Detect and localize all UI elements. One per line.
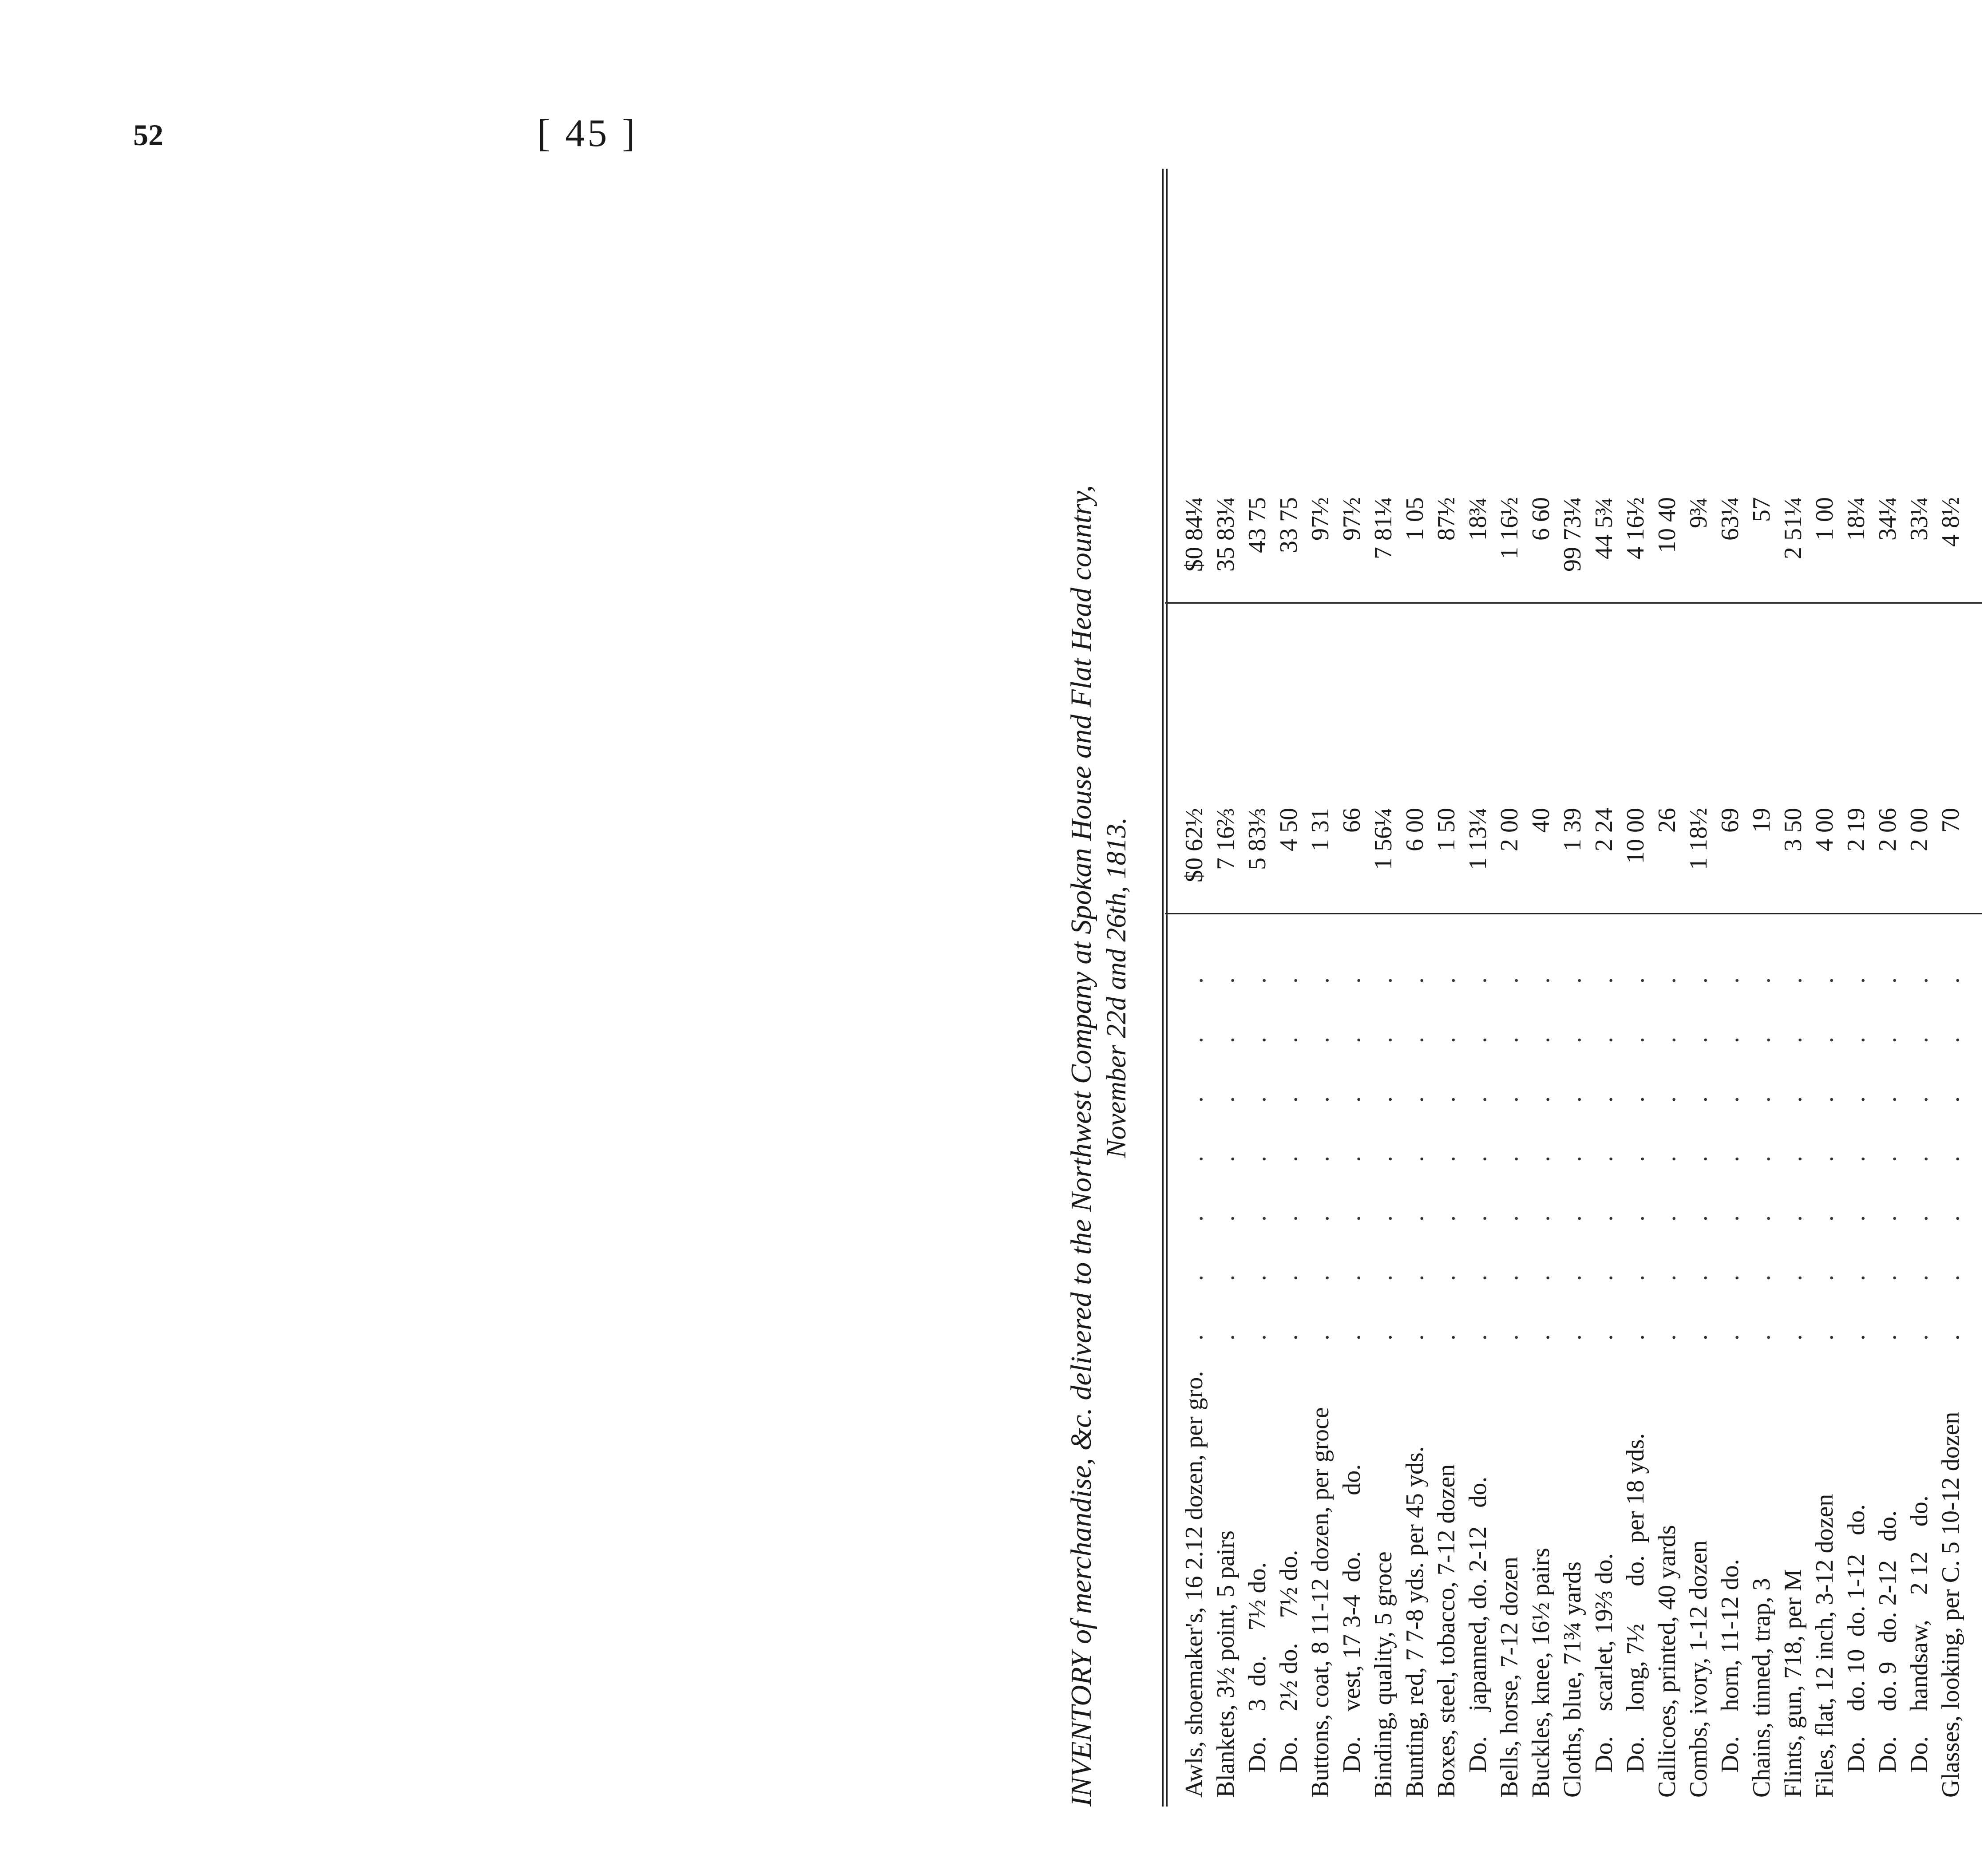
total-value: 4 16½ <box>1622 497 1649 559</box>
table-row <box>1495 169 1526 1807</box>
leader-dots: ....... <box>1905 924 1933 1340</box>
table-row <box>1401 169 1432 1807</box>
unit-price: 66 <box>1338 808 1366 833</box>
inventory-date: November 22d and 26th, 1813. <box>1101 817 1132 1158</box>
item-description: Do. handsaw, 2 12 do. <box>1905 1495 1933 1798</box>
table-row <box>1810 169 1841 1807</box>
unit-price: 1 50 <box>1433 808 1460 851</box>
total-value: $0 84¼ <box>1180 497 1208 572</box>
total-value: 97½ <box>1338 497 1366 541</box>
table-row <box>1747 169 1778 1807</box>
leader-dots: ....... <box>1653 924 1681 1340</box>
leader-dots: ....... <box>1275 924 1303 1340</box>
table-row <box>1180 169 1211 1807</box>
unit-price: 1 56¼ <box>1370 808 1397 870</box>
total-value: 18¾ <box>1464 497 1492 541</box>
leader-dots: ....... <box>1212 924 1240 1340</box>
total-value: 4 8½ <box>1937 497 1964 547</box>
table-row <box>1779 169 1810 1807</box>
total-value: 18¼ <box>1842 497 1870 541</box>
total-value: 35 83¼ <box>1212 497 1240 572</box>
leader-dots: ....... <box>1180 924 1208 1340</box>
table-row <box>1716 169 1747 1807</box>
leader-dots: ....... <box>1559 924 1586 1340</box>
table-row <box>1212 169 1243 1807</box>
total-value: 9¾ <box>1685 497 1712 528</box>
table-row <box>1937 169 1968 1807</box>
leader-dots: ....... <box>1622 924 1649 1340</box>
item-description: Flints, gun, 718, per M <box>1779 1569 1807 1798</box>
leader-dots: ....... <box>1779 924 1807 1340</box>
item-description: Callicoes, printed, 40 yards <box>1653 1525 1681 1798</box>
unit-price: 4 50 <box>1275 808 1303 851</box>
total-value: 7 81¼ <box>1370 497 1397 559</box>
table-row <box>1684 169 1715 1807</box>
item-description: Combs, ivory, 1-12 dozen <box>1685 1540 1712 1798</box>
item-description: Boxes, steel, tobacco, 7-12 dozen <box>1433 1464 1460 1798</box>
leader-dots: ....... <box>1464 924 1492 1340</box>
total-value: 10 40 <box>1653 497 1681 553</box>
leader-dots: ....... <box>1527 924 1555 1340</box>
bracketed-page-number: [ 45 ] <box>537 112 638 155</box>
total-value: 6 60 <box>1527 497 1555 541</box>
table-row <box>1558 169 1589 1807</box>
unit-price: 2 00 <box>1905 808 1933 851</box>
unit-price: 70 <box>1937 808 1964 833</box>
unit-price: 69 <box>1716 808 1744 833</box>
item-description: Bunting, red, 7 7-8 yds. per 45 yds. <box>1401 1446 1429 1798</box>
total-value: 33¼ <box>1905 497 1933 541</box>
table-row <box>1653 169 1684 1807</box>
unit-price: 40 <box>1527 808 1555 833</box>
item-description: Do. japanned, do. 2-12 do. <box>1464 1476 1492 1798</box>
unit-price: 1 13¼ <box>1464 808 1492 870</box>
leader-dots: ....... <box>1874 924 1901 1340</box>
leader-dots: ....... <box>1937 924 1964 1340</box>
table-row <box>1338 169 1369 1807</box>
rotated-inventory-block <box>1065 169 1988 1807</box>
unit-price: 3 50 <box>1779 808 1807 851</box>
unit-price: 19 <box>1748 808 1775 833</box>
total-value: 1 00 <box>1811 497 1838 541</box>
unit-price: $0 62½ <box>1180 808 1208 882</box>
inventory-table <box>1162 169 1979 1807</box>
total-value: 97½ <box>1307 497 1334 541</box>
leader-dots: ....... <box>1842 924 1870 1340</box>
table-row <box>1306 169 1337 1807</box>
unit-price: 1 18½ <box>1685 808 1712 870</box>
leader-dots: ....... <box>1496 924 1523 1340</box>
leader-dots: ....... <box>1401 924 1429 1340</box>
item-description: Buttons, coat, 8 11-12 dozen, per groce <box>1307 1407 1334 1798</box>
total-value: 1 16½ <box>1496 497 1523 559</box>
unit-price: 5 83⅓ <box>1243 808 1271 870</box>
leader-dots: ....... <box>1716 924 1744 1340</box>
item-description: Do. 2½ do. 7½ do. <box>1275 1550 1303 1798</box>
table-row <box>1527 169 1558 1807</box>
table-row <box>1432 169 1463 1807</box>
item-description: Do. scarlet, 19⅔ do. <box>1590 1553 1618 1798</box>
unit-price: 10 00 <box>1622 808 1649 864</box>
total-value: 87½ <box>1433 497 1460 541</box>
leader-dots: ....... <box>1811 924 1838 1340</box>
item-description: Do. vest, 17 3-4 do. do. <box>1338 1464 1366 1798</box>
inventory-title: INVENTORY of merchandise, &c. delivered to the Northwest Company at Spokan House and Flat Head country, <box>1065 485 1097 1807</box>
item-description: Bells, horse, 7-12 dozen <box>1496 1557 1523 1798</box>
unit-price: 7 16⅔ <box>1212 808 1240 870</box>
item-description: Binding, quality, 5 groce <box>1370 1551 1397 1798</box>
leader-dots: ....... <box>1748 924 1775 1340</box>
total-value: 34¼ <box>1874 497 1901 541</box>
table-row <box>1275 169 1306 1807</box>
leader-dots: ....... <box>1243 924 1271 1340</box>
table-row <box>1873 169 1905 1807</box>
table-row <box>1842 169 1873 1807</box>
unit-price: 4 00 <box>1811 808 1838 851</box>
item-description: Cloths, blue, 71¾ yards <box>1559 1562 1586 1798</box>
item-description: Do. long, 7½ do. per 18 yds. <box>1622 1433 1649 1798</box>
total-value: 33 75 <box>1275 497 1303 553</box>
unit-price: 2 06 <box>1874 808 1901 851</box>
leader-dots: ....... <box>1590 924 1618 1340</box>
total-value: 1 05 <box>1401 497 1429 541</box>
unit-price: 2 24 <box>1590 808 1618 851</box>
total-value: 44 5¾ <box>1590 497 1618 559</box>
leader-dots: ....... <box>1685 924 1712 1340</box>
total-value: 63¼ <box>1716 497 1744 541</box>
item-description: Do. do. 9 do. 2-12 do. <box>1874 1510 1901 1798</box>
unit-price: 6 00 <box>1401 808 1429 851</box>
table-row <box>1243 169 1274 1807</box>
unit-price: 26 <box>1653 808 1681 833</box>
unit-price: 1 31 <box>1307 808 1334 851</box>
total-value: 43 75 <box>1243 497 1271 553</box>
item-description: Files, flat, 12 inch, 3-12 dozen <box>1811 1494 1838 1798</box>
table-row <box>1621 169 1652 1807</box>
total-value: 2 51¼ <box>1779 497 1807 559</box>
table-row <box>1905 169 1936 1807</box>
item-description: Do. do. 10 do. 1-12 do. <box>1842 1504 1870 1798</box>
page-number: 52 <box>133 118 163 152</box>
unit-price: 2 00 <box>1496 808 1523 851</box>
item-description: Do. horn, 11-12 do. <box>1716 1559 1744 1798</box>
item-description: Blankets, 3½ point, 5 pairs <box>1212 1530 1240 1798</box>
leader-dots: ....... <box>1370 924 1397 1340</box>
leader-dots: ....... <box>1338 924 1366 1340</box>
item-description: Do. 3 do. 7½ do. <box>1243 1562 1271 1798</box>
table-row <box>1590 169 1621 1807</box>
total-value: 57 <box>1748 497 1775 522</box>
item-description: Buckles, knee, 16½ pairs <box>1527 1548 1555 1798</box>
total-value: 99 73¼ <box>1559 497 1586 572</box>
table-row <box>1369 169 1400 1807</box>
unit-price: 2 19 <box>1842 808 1870 851</box>
leader-dots: ....... <box>1307 924 1334 1340</box>
table-top-rule <box>1162 169 1168 1807</box>
unit-price: 1 39 <box>1559 808 1586 851</box>
table-row <box>1464 169 1495 1807</box>
item-description: Glasses, looking, per C. 5 10-12 dozen <box>1937 1411 1964 1798</box>
leader-dots: ....... <box>1433 924 1460 1340</box>
item-description: Awls, shoemaker's, 16 2.12 dozen, per gro. <box>1180 1371 1208 1798</box>
item-description: Chains, tinned, trap, 3 <box>1748 1578 1775 1798</box>
